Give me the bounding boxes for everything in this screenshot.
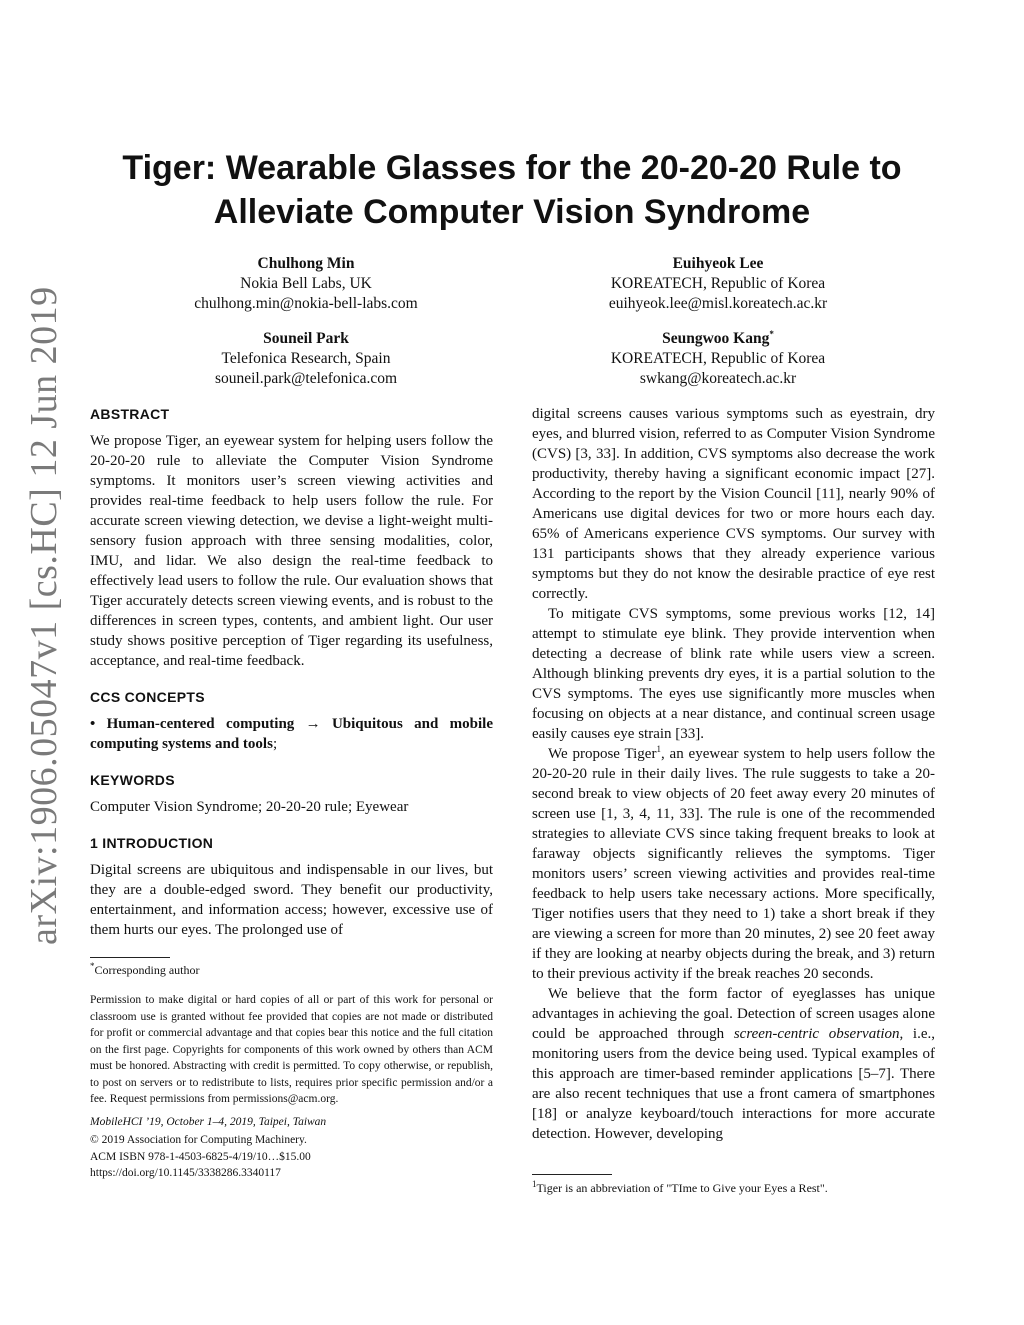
copyright: © 2019 Association for Computing Machinery. — [90, 1134, 307, 1146]
arxiv-identifier: arXiv:1906.05047v1 [cs.HC] 12 Jun 2019 — [23, 286, 65, 945]
author-mark: * — [769, 328, 774, 339]
author-email: swkang@koreatech.ac.kr — [639, 370, 797, 387]
author-name: Chulhong Min — [257, 255, 355, 272]
right-paragraph-2: To mitigate CVS symptoms, some previous works [12, 14] attempt to stimulate eye blink. They provide intervention when detecting a decrease of blink rate while users view a screen. Although blinking prevents dry eyes, it is a partial solution to the CVS symptoms. The eyes use significantly more muscles when focusing on objects at a near distance, and continual screen usage easily causes eye strain [33]. — [532, 606, 935, 742]
author-affiliation: KOREATECH, Republic of Korea — [610, 350, 826, 367]
right-paragraph-4: We believe that the form factor of eyeglasses has unique advantages in achieving the goal. Detection of screen usages alone could be approached through screen-centric observation, i.e., monitoring users from the device being used. Typical examples of this approach are timer-based reminder applications [5–7]. There are also recent techniques that use a front camera of smartphones [18] or analyze keyboard/touch interactions for more accurate detection. However, developing — [532, 986, 935, 1142]
permission-block — [90, 992, 493, 1182]
venue: MobileHCI ’19, October 1–4, 2019, Taipei, Taiwan — [90, 1115, 327, 1128]
isbn: ACM ISBN 978-1-4503-6825-4/19/10…$15.00 — [90, 1150, 311, 1163]
corresponding-footnote: *Corresponding author — [90, 961, 200, 977]
title-line-1: Tiger: Wearable Glasses for the 20-20-20 Rule to — [122, 149, 902, 187]
author-block-3 — [96, 329, 516, 389]
left-column — [90, 404, 493, 940]
footnote-rule-right — [532, 1174, 612, 1175]
author-email: euihyeok.lee@misl.koreatech.ac.kr — [608, 295, 828, 312]
abstract-heading: ABSTRACT — [90, 406, 170, 422]
intro-text: Digital screens are ubiquitous and indispensable in our lives, but they are a double-edged sword. They benefit our productivity, entertainment, and information access; however, excessive use of them hurts our eyes. The prolonged use of — [90, 862, 493, 938]
ccs-text: • Human-centered computing → Ubiquitous and mobile computing systems and tools; — [90, 716, 493, 752]
keywords-heading: KEYWORDS — [90, 772, 175, 788]
doi-link[interactable]: https://doi.org/10.1145/3338286.3340117 — [90, 1167, 281, 1179]
author-name: Euihyeok Lee — [672, 255, 764, 272]
intro-heading: 1 INTRODUCTION — [90, 835, 214, 851]
right-column — [532, 404, 935, 1144]
title-line-2: Alleviate Computer Vision Syndrome — [213, 193, 811, 231]
author-email: chulhong.min@nokia-bell-labs.com — [194, 295, 418, 312]
ccs-heading: CCS CONCEPTS — [90, 689, 205, 705]
author-affiliation: KOREATECH, Republic of Korea — [610, 275, 826, 292]
author-email: souneil.park@telefonica.com — [214, 370, 398, 387]
author-affiliation: Telefonica Research, Spain — [221, 350, 391, 367]
keywords-text: Computer Vision Syndrome; 20-20-20 rule; Eyewear — [90, 799, 409, 815]
paper-title — [90, 146, 934, 234]
author-block-4 — [508, 329, 928, 389]
author-block-1 — [96, 254, 516, 314]
abstract-text: We propose Tiger, an eyewear system for helping users follow the 20-20-20 rule to alleviate the Computer Vision Syndrome symptoms. It monitors user’s screen viewing activities and provides real-time feedback to help users follow the rule. For accurate screen viewing detection, we devise a light-weight multi-sensory fusion approach with three sensing modalities, color, IMU, and lidar. We also design the real-time feedback to effectively lead users to follow the rule. Our evaluation shows that Tiger accurately detects screen viewing events, and is robust to the differences in screen types, contents, and ambient light. Our user study shows positive perception of Tiger regarding its usefulness, acceptance, and real-time feedback. — [90, 433, 493, 669]
footnote-rule — [90, 957, 170, 958]
permission-text: Permission to make digital or hard copies of all or part of this work for personal or classroom use is granted without fee provided that copies are not made or distributed for profit or commercial advantage and that copies bear this notice and the full citation on the first page. Copyrights for components of this work owned by others than ACM must be honored. Abstracting with credit is permitted. To copy otherwise, or republish, to post on servers or to redistribute to lists, requires prior specific permission and/or a fee. Request permissions from permissions@acm.org. — [90, 994, 493, 1105]
right-paragraph-3: We propose Tiger$^1$, an eyewear system to help users follow the 20-20-20 rule in their daily lives. The rule suggests to take a 20-second break to view objects of 20 feet away every 20 minutes of screen use [1, 3, 4, 11, 33]. The rule is one of the recommended strategies to alleviate CVS since taking frequent breaks to look at faraway objects significantly relieves the symptoms. Tiger monitors users’ screen viewing activities and provides real-time feedback to help users take necessary actions. More specifically, Tiger notifies users that they need to 1) take a short break if they are viewing a screen for more than 20 minutes, 2) see 20 feet away if they are looking at nearby objects during the break, and 3) return to their previous activity if the break reaches 20 seconds. — [532, 744, 935, 982]
author-name: Souneil Park — [263, 330, 349, 347]
author-affiliation: Nokia Bell Labs, UK — [240, 275, 372, 292]
author-name: Seungwoo Kang* — [662, 328, 774, 347]
author-block-2 — [508, 254, 928, 314]
tiger-footnote: $^1$Tiger is an abbreviation of "TIme to Give your Eyes a Rest". — [532, 1179, 828, 1195]
footnote-ref[interactable]: 1 — [656, 744, 661, 754]
right-paragraph-1: digital screens causes various symptoms such as eyestrain, dry eyes, and blurred vision, referred to as Computer Vision Syndrome (CVS) [3, 33]. In addition, CVS symptoms also decrease the work productivity, thereby having a significant economic impact [27]. According to the report by the Vision Council [11], nearly 90% of Americans use digital devices for two or more hours each day. 65% of Americans experience CVS symptoms. Our survey with 131 participants shows that they already experience various symptoms but they do not know the desirable practice of eye rest correctly. — [532, 406, 935, 602]
